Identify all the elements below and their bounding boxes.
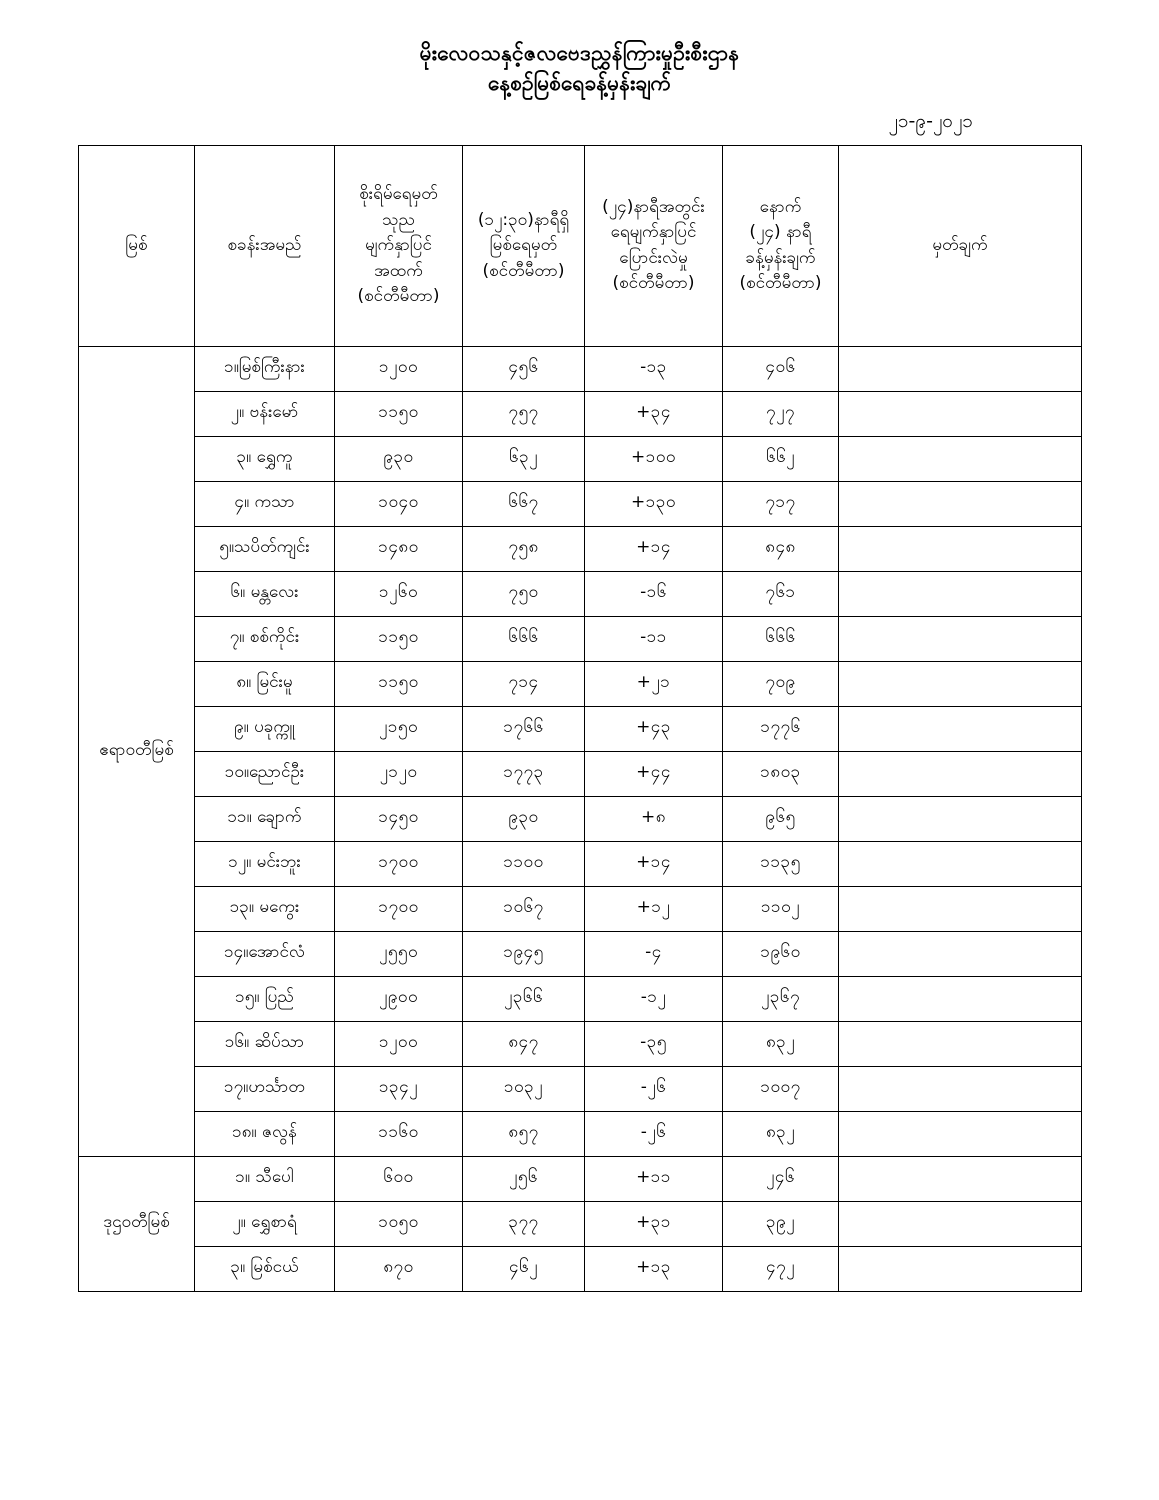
header-forecast-line-3: ခန့်မှန်းချက် — [745, 247, 816, 268]
page-subtitle: နေ့စဉ်မြစ်ရေခန့်မှန်းချက် — [487, 71, 672, 96]
station-name-cell: ၁။မြစ်ကြီးနား — [195, 346, 335, 391]
page-title: မိုးလေဝသနှင့်ဇလဗေဒညွှန်ကြားမှုဦးစီးဌာန — [419, 41, 740, 65]
danger-level-cell: ၂၁၂၀ — [335, 751, 463, 796]
header-danger-line-3: မျက်နှာပြင် — [365, 235, 432, 256]
forecast-cell: ၂၃၆၇ — [723, 976, 839, 1021]
table-row — [79, 661, 1082, 706]
forecast-cell: ၄၀၆ — [723, 346, 839, 391]
danger-level-cell: ၁၂၀၀ — [335, 1021, 463, 1066]
table-row — [79, 1156, 1082, 1201]
table-row — [79, 526, 1082, 571]
header-24h-change — [585, 145, 723, 346]
header-level-line-2: မြစ်ရေမှတ် — [489, 235, 558, 256]
forecast-cell: ၆၆၆ — [723, 616, 839, 661]
header-level-line-3: (စင်တီမီတာ) — [482, 260, 565, 281]
table-row — [79, 481, 1082, 526]
forecast-cell: ၂၄၆ — [723, 1156, 839, 1201]
forecast-cell: ၁၇၇၆ — [723, 706, 839, 751]
forecast-cell: ၄၇၂ — [723, 1246, 839, 1291]
forecast-cell: ၁၉၆၀ — [723, 931, 839, 976]
remark-cell — [839, 616, 1082, 661]
table-row — [79, 616, 1082, 661]
change-cell: +၁၄ — [585, 526, 723, 571]
danger-level-cell: ၂၁၅၀ — [335, 706, 463, 751]
change-cell: +၄၃ — [585, 706, 723, 751]
change-cell: +၃၄ — [585, 391, 723, 436]
table-row — [79, 1021, 1082, 1066]
water-level-cell: ၁၉၄၅ — [463, 931, 585, 976]
table-row — [79, 706, 1082, 751]
table-row — [79, 391, 1082, 436]
table-body — [79, 346, 1082, 1291]
station-name-cell: ၈။ မြင်းမူ — [195, 661, 335, 706]
station-name-cell: ၄။ ကသာ — [195, 481, 335, 526]
water-level-cell: ၆၆၆ — [463, 616, 585, 661]
forecast-cell: ၉၆၅ — [723, 796, 839, 841]
danger-level-cell: ၁၇၀၀ — [335, 886, 463, 931]
header-remark — [839, 145, 1082, 346]
header-station — [195, 145, 335, 346]
header-station-label: စခန်းအမည် — [227, 235, 302, 256]
forecast-cell: ၆၆၂ — [723, 436, 839, 481]
remark-cell — [839, 976, 1082, 1021]
change-cell: -၁၃ — [585, 346, 723, 391]
table-row — [79, 1066, 1082, 1111]
table-row — [79, 1201, 1082, 1246]
change-cell: -၃၅ — [585, 1021, 723, 1066]
change-cell: +၁၃၀ — [585, 481, 723, 526]
forecast-cell: ၈၄၈ — [723, 526, 839, 571]
station-name-cell: ၁။ သီပေါ — [195, 1156, 335, 1201]
station-name-cell: ၁၆။ ဆိပ်သာ — [195, 1021, 335, 1066]
change-cell: -၄ — [585, 931, 723, 976]
remark-cell — [839, 841, 1082, 886]
header-change-line-2: ရေမျက်နှာပြင် — [610, 222, 697, 243]
danger-level-cell: ၁၁၅၀ — [335, 661, 463, 706]
danger-level-cell: ၂၅၅၀ — [335, 931, 463, 976]
table-row — [79, 976, 1082, 1021]
station-name-cell: ၃။ ရွှေကူ — [195, 436, 335, 481]
station-name-cell: ၂။ ရွှေစာရံ — [195, 1201, 335, 1246]
remark-cell — [839, 931, 1082, 976]
table-row — [79, 571, 1082, 616]
station-name-cell: ၆။ မန္တလေး — [195, 571, 335, 616]
river-forecast-table — [78, 145, 1082, 1292]
danger-level-cell: ၁၀၅၀ — [335, 1201, 463, 1246]
water-level-cell: ၁၇၇၃ — [463, 751, 585, 796]
forecast-cell: ၇၆၁ — [723, 571, 839, 616]
header-forecast-line-1: နောက် — [759, 196, 802, 217]
danger-level-cell: ၂၉၀၀ — [335, 976, 463, 1021]
danger-level-cell: ၁၃၄၂ — [335, 1066, 463, 1111]
table-row — [79, 886, 1082, 931]
header-danger-line-2: သုည — [382, 209, 415, 230]
header-change-line-4: (စင်တီမီတာ) — [612, 273, 695, 294]
water-level-cell: ၄၅၆ — [463, 346, 585, 391]
remark-cell — [839, 1111, 1082, 1156]
water-level-cell: ၆၆၇ — [463, 481, 585, 526]
danger-level-cell: ၁၁၆၀ — [335, 1111, 463, 1156]
water-level-cell: ၁၀၆၇ — [463, 886, 585, 931]
change-cell: +၁၁ — [585, 1156, 723, 1201]
change-cell: +၁၀၀ — [585, 436, 723, 481]
remark-cell — [839, 1246, 1082, 1291]
danger-level-cell: ၉၃၀ — [335, 436, 463, 481]
remark-cell — [839, 571, 1082, 616]
header-forecast — [723, 145, 839, 346]
remark-cell — [839, 796, 1082, 841]
remark-cell — [839, 1021, 1082, 1066]
danger-level-cell: ၁၂၆၀ — [335, 571, 463, 616]
change-cell: -၁၆ — [585, 571, 723, 616]
river-group-name: ဒုဌဝတီမြစ် — [79, 1156, 195, 1291]
header-change-line-3: ပြောင်းလဲမှု — [619, 247, 688, 268]
forecast-cell: ၁၀၀၇ — [723, 1066, 839, 1111]
change-cell: -၂၆ — [585, 1066, 723, 1111]
forecast-cell: ၈၃၂ — [723, 1111, 839, 1156]
table-row — [79, 931, 1082, 976]
table-row — [79, 841, 1082, 886]
forecast-cell: ၁၁၀၂ — [723, 886, 839, 931]
water-level-cell: ၃၇၇ — [463, 1201, 585, 1246]
change-cell: +၂၁ — [585, 661, 723, 706]
station-name-cell: ၁၁။ ချောက် — [195, 796, 335, 841]
station-name-cell: ၉။ ပခုက္ကူ — [195, 706, 335, 751]
header-river-label: မြစ် — [125, 235, 148, 256]
change-cell: -၁၁ — [585, 616, 723, 661]
table-row — [79, 1246, 1082, 1291]
header-danger-line-5: (စင်တီမီတာ) — [357, 286, 440, 307]
water-level-cell: ၁၀၃၂ — [463, 1066, 585, 1111]
change-cell: -၂၆ — [585, 1111, 723, 1156]
forecast-cell: ၁၁၃၅ — [723, 841, 839, 886]
danger-level-cell: ၁၁၅၀ — [335, 616, 463, 661]
water-level-cell: ၄၆၂ — [463, 1246, 585, 1291]
danger-level-cell: ၁၂၀၀ — [335, 346, 463, 391]
water-level-cell: ၈၅၇ — [463, 1111, 585, 1156]
station-name-cell: ၁၇။ဟင်္သာတ — [195, 1066, 335, 1111]
danger-level-cell: ၁၀၄၀ — [335, 481, 463, 526]
change-cell: +၁၄ — [585, 841, 723, 886]
remark-cell — [839, 1201, 1082, 1246]
table-row — [79, 436, 1082, 481]
header-forecast-line-2: (၂၄) နာရီ — [749, 222, 812, 243]
remark-cell — [839, 391, 1082, 436]
water-level-cell: ၁၁၀၀ — [463, 841, 585, 886]
change-cell: +၃၁ — [585, 1201, 723, 1246]
station-name-cell: ၅။သပိတ်ကျင်း — [195, 526, 335, 571]
river-group-name: ဧရာဝတီမြစ် — [79, 346, 195, 1156]
forecast-cell: ၇၂၇ — [723, 391, 839, 436]
remark-cell — [839, 706, 1082, 751]
forecast-cell: ၈၃၂ — [723, 1021, 839, 1066]
table-header — [79, 145, 1082, 346]
forecast-cell: ၇၁၇ — [723, 481, 839, 526]
danger-level-cell: ၁၇၀၀ — [335, 841, 463, 886]
danger-level-cell: ၁၁၅၀ — [335, 391, 463, 436]
change-cell: +၄၄ — [585, 751, 723, 796]
header-river — [79, 145, 195, 346]
water-level-cell: ၆၃၂ — [463, 436, 585, 481]
danger-level-cell: ၁၄၈၀ — [335, 526, 463, 571]
header-danger-level — [335, 145, 463, 346]
remark-cell — [839, 346, 1082, 391]
header-change-line-1: (၂၄)နာရီအတွင်း — [602, 196, 705, 217]
header-water-level — [463, 145, 585, 346]
remark-cell — [839, 661, 1082, 706]
remark-cell — [839, 481, 1082, 526]
danger-level-cell: ၈၇၀ — [335, 1246, 463, 1291]
header-danger-line-1: စိုးရိမ်ရေမှတ် — [359, 184, 438, 205]
station-name-cell: ၁၂။ မင်းဘူး — [195, 841, 335, 886]
station-name-cell: ၁၀။ညောင်ဦး — [195, 751, 335, 796]
forecast-cell: ၁၈၀၃ — [723, 751, 839, 796]
water-level-cell: ၂၃၆၆ — [463, 976, 585, 1021]
station-name-cell: ၁၈။ ဇလွန် — [195, 1111, 335, 1156]
station-name-cell: ၁၅။ ပြည် — [195, 976, 335, 1021]
change-cell: +၁၃ — [585, 1246, 723, 1291]
remark-cell — [839, 436, 1082, 481]
water-level-cell: ၈၄၇ — [463, 1021, 585, 1066]
danger-level-cell: ၆၀၀ — [335, 1156, 463, 1201]
table-row — [79, 796, 1082, 841]
change-cell: +၈ — [585, 796, 723, 841]
water-level-cell: ၉၃၀ — [463, 796, 585, 841]
header-forecast-line-4: (စင်တီမီတာ) — [739, 273, 822, 294]
remark-cell — [839, 1156, 1082, 1201]
table-row — [79, 751, 1082, 796]
water-level-cell: ၇၅၇ — [463, 391, 585, 436]
station-name-cell: ၃။ မြစ်ငယ် — [195, 1246, 335, 1291]
remark-cell — [839, 751, 1082, 796]
remark-cell — [839, 526, 1082, 571]
table-row — [79, 1111, 1082, 1156]
header-level-line-1: (၁၂:၃၀)နာရီရှိ — [477, 209, 570, 230]
water-level-cell: ၇၅၀ — [463, 571, 585, 616]
table-row — [79, 346, 1082, 391]
header-remark-label: မှတ်ချက် — [932, 235, 988, 256]
water-level-cell: ၇၅၈ — [463, 526, 585, 571]
station-name-cell: ၇။ စစ်ကိုင်း — [195, 616, 335, 661]
station-name-cell: ၁၄။အောင်လံ — [195, 931, 335, 976]
change-cell: +၁၂ — [585, 886, 723, 931]
station-name-cell: ၂။ ဗန်းမော် — [195, 391, 335, 436]
report-date: ၂၁-၉-၂၀၂၁ — [888, 109, 973, 132]
forecast-cell: ၃၉၂ — [723, 1201, 839, 1246]
station-name-cell: ၁၃။ မကွေး — [195, 886, 335, 931]
remark-cell — [839, 1066, 1082, 1111]
danger-level-cell: ၁၄၅၀ — [335, 796, 463, 841]
water-level-cell: ၂၅၆ — [463, 1156, 585, 1201]
header-danger-line-4: အထက် — [374, 260, 423, 281]
forecast-cell: ၇၀၉ — [723, 661, 839, 706]
remark-cell — [839, 886, 1082, 931]
change-cell: -၁၂ — [585, 976, 723, 1021]
water-level-cell: ၁၇၆၆ — [463, 706, 585, 751]
water-level-cell: ၇၁၄ — [463, 661, 585, 706]
